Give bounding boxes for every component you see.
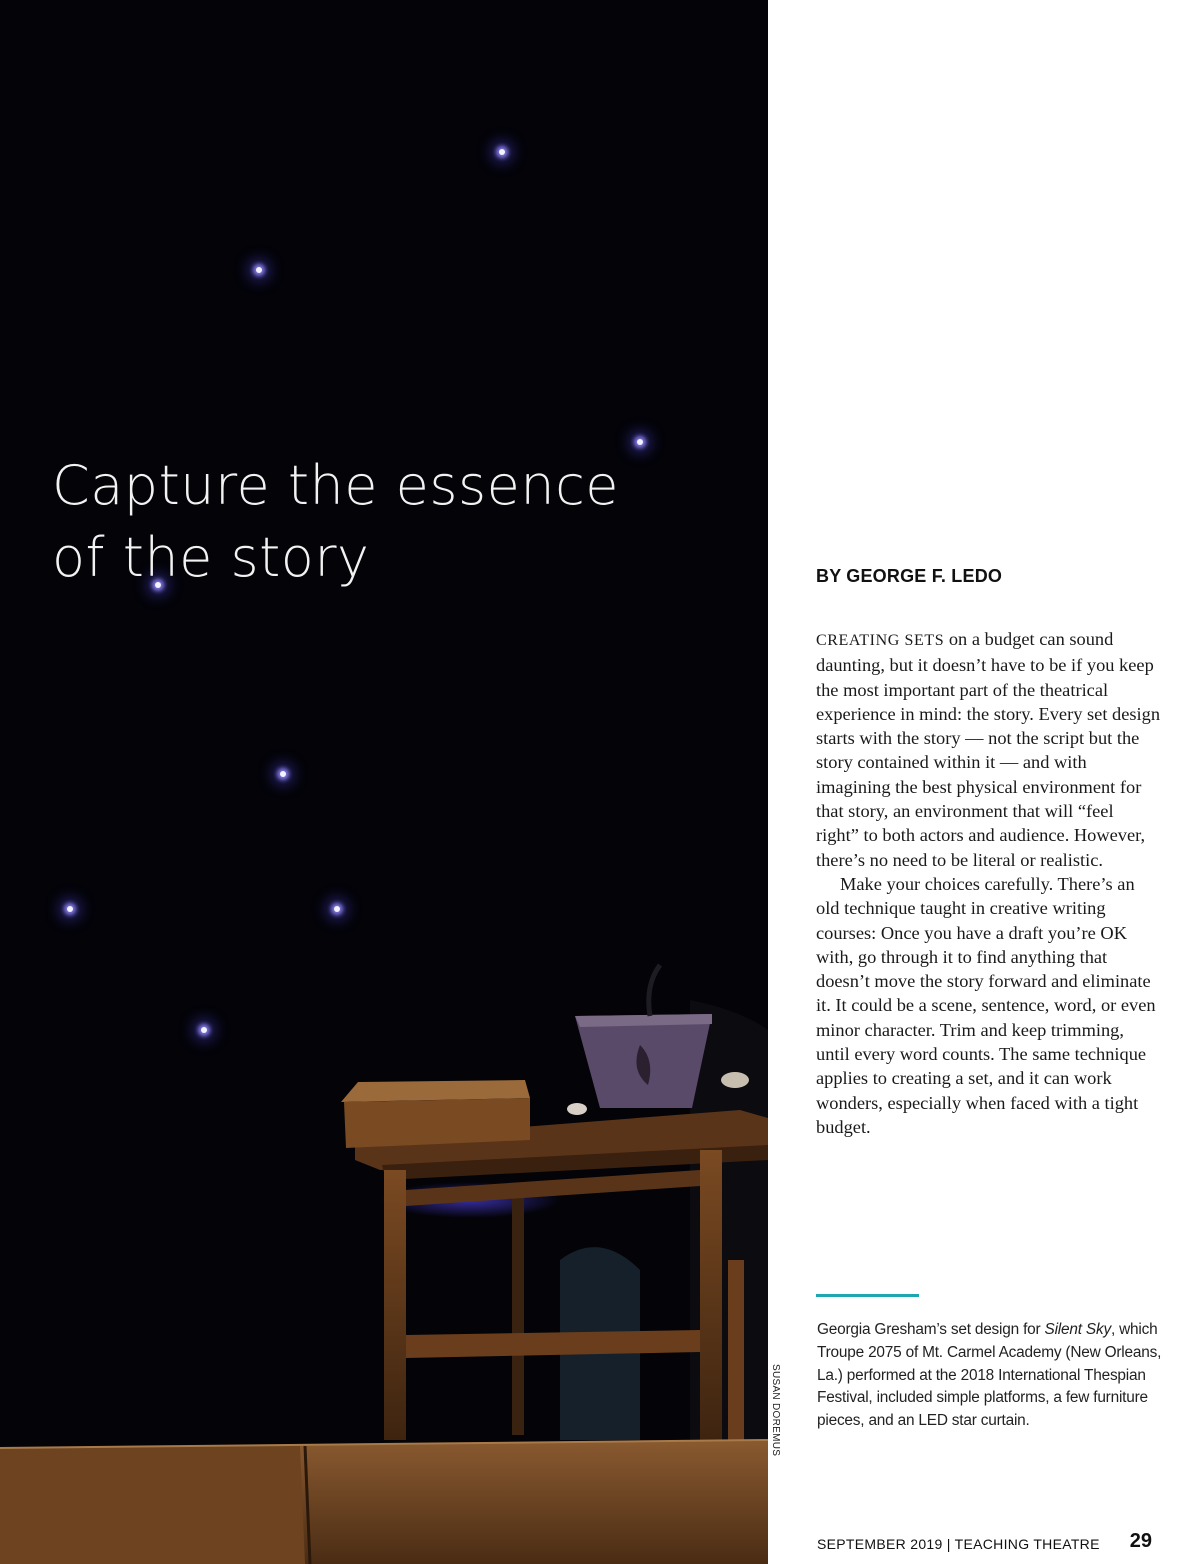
caption-text-start: Georgia Gresham’s set design for bbox=[817, 1321, 1045, 1338]
title-line-1: Capture the essence bbox=[52, 454, 620, 517]
byline: BY GEORGE F. LEDO bbox=[816, 566, 1003, 586]
page-title bbox=[52, 450, 619, 594]
page-footer: SEPTEMBER 2019 | TEACHING THEATRE bbox=[817, 1536, 1100, 1552]
paragraph-1-text: on a budget can sound daunting, but it doesn’t have to be if you keep the most important part of the theatrical experience in mind: the story. Every set design starts with the story — not the script but the story contained within it — and with imagining the best physical environment for that story, an environment that will “feel right” to both actors and audience. However, there’s no need to be literal or realistic. bbox=[816, 629, 1161, 870]
caption-text-end: , which Troupe 2075 of Mt. Carmel Academy (New Orleans, La.) performed at the 2018 International Thespian Festival, included simple platforms, a few furniture pieces, and an LED star curtain. bbox=[817, 1321, 1162, 1430]
photo-credit: SUSAN DOREMUS bbox=[770, 1364, 781, 1457]
caption-divider bbox=[816, 1294, 919, 1297]
title-line-2: of the story bbox=[52, 526, 370, 589]
body-paragraph-1 bbox=[816, 627, 1161, 872]
photo-caption bbox=[817, 1319, 1162, 1433]
lead-in: CREATING SETS bbox=[816, 632, 945, 649]
body-paragraph-2: Make your choices carefully. There’s an old technique taught in creative writing courses: Once you have a draft you’re OK with, go through it to find anything that doesn’t move the story forward and eliminate it. It could be a scene, sentence, word, or even minor character. Trim and keep trimming, until every word counts. The same technique applies to creating a set, and it can work wonders, especially when faced with a tight budget. bbox=[816, 873, 1156, 1137]
caption-show-title: Silent Sky bbox=[1044, 1321, 1111, 1338]
article-body bbox=[816, 627, 1161, 1139]
page-number: 29 bbox=[1129, 1530, 1152, 1552]
